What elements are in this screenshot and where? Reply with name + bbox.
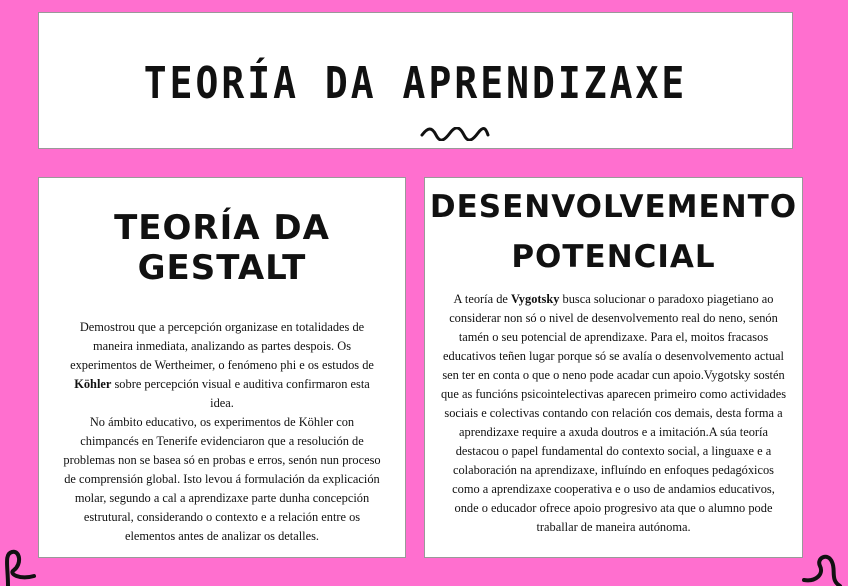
- squiggle-decoration-icon: [420, 127, 490, 141]
- page-title: TEORÍA DA APRENDIZAXE: [143, 57, 688, 109]
- gestalt-heading: TEORÍA DA GESTALT: [114, 208, 330, 288]
- potential-paragraph: [439, 290, 788, 537]
- gestalt-card: [38, 177, 406, 558]
- potential-text-b: busca solucionar o paradoxo piagetiano ao considerar non só o nivel de desenvolvemento real do neno, senón tamén o seu potencial de aprendizaxe. Para el, moitos fracasos educativos teñen lugar porque só se avalía o desenvolvemento actual sen ter en conta o que o neno pode acadar cun apoio.Vygotsky sostén que as funcións psicointelectivas aparecen primeiro como actividades sociais e colectivas contando con relación cos demais, desta forma a aprendizaxe require a axuda doutros e a imitación.A súa teoría destacou o papel fundamental do contexto social, a linguaxe e a colaboración na aprendizaxe, influíndo en enfoques pedagóxicos como a aprendizaxe cooperativa e o uso de andamios educativos, onde o educador ofrece apoio progresivo ata que o alumno pode traballar de maneira autónoma.: [440, 292, 787, 534]
- potential-text-bold: Vygotsky: [511, 292, 560, 306]
- title-card: [38, 12, 793, 149]
- gestalt-text-b: sobre percepción visual e auditiva confirmaron esta idea.: [111, 377, 370, 410]
- curl-right-icon: [800, 546, 848, 586]
- potential-heading-line2: POTENCIAL: [511, 239, 716, 275]
- potential-heading: [425, 182, 802, 282]
- curl-left-icon: [0, 546, 40, 586]
- gestalt-body: [61, 318, 383, 546]
- gestalt-paragraph-2: No ámbito educativo, os experimentos de Köhler con chimpancés en Tenerife evidenciaron que a resolución de problemas non se basea só en probas e erros, senón nun proceso de comprensión global. Isto levou á formulación da explicación molar, segundo a cal a aprendizaxe parte dunha concepción estrutural, considerando o contexto e a relación entre os elementos antes de analizar os detalles.: [63, 415, 381, 543]
- potential-card: [424, 177, 803, 558]
- potential-heading-line1: DESENVOLVEMENTO: [429, 189, 798, 225]
- gestalt-text-a: Demostrou que a percepción organizase en totalidades de maneira inmediata, analizando as partes despois. Os experimentos de Wertheimer, o fenómeno phi e os estudos de: [70, 320, 374, 372]
- potential-text-a: A teoría de: [453, 292, 511, 306]
- potential-body: [439, 290, 788, 537]
- gestalt-paragraph-1: [61, 318, 383, 413]
- gestalt-text-bold: Köhler: [74, 377, 112, 391]
